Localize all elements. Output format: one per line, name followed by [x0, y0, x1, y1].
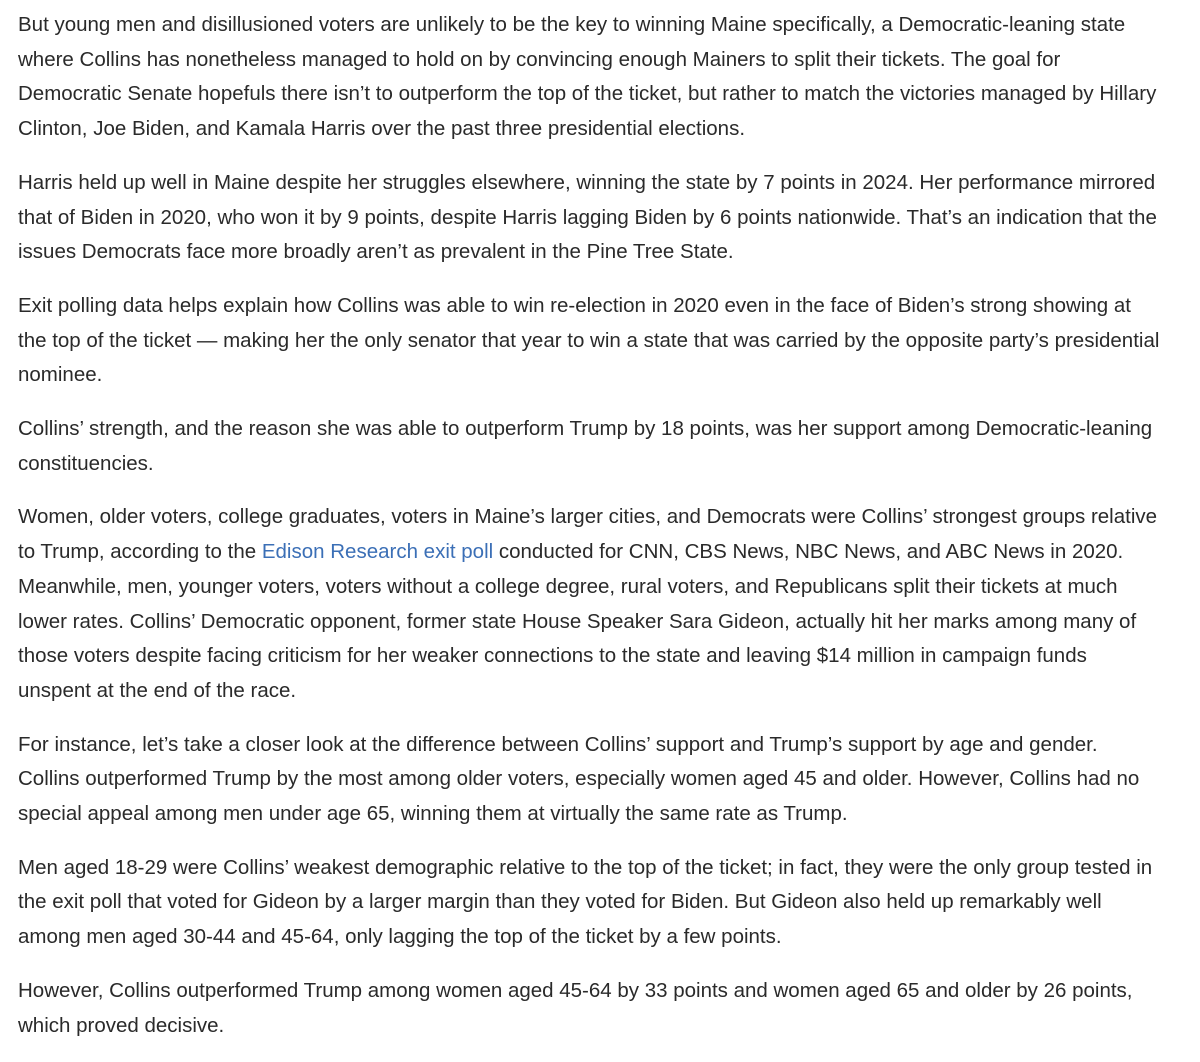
paragraph-5: [18, 500, 1160, 708]
paragraph-5-text-before-link: Women, older voters, college graduates, voters in Maine’s larger cities, and Democrats were Collins’ strongest groups relative to Trump, according to the: [18, 505, 1158, 564]
paragraph-1: But young men and disillusioned voters are unlikely to be the key to winning Maine specifically, a Democratic-leaning state where Collins has nonetheless managed to hold on by convincing enough Mainers to split their tickets. The goal for Democratic Senate hopefuls there isn’t to outperform the top of the ticket, but rather to match the victories managed by Hillary Clinton, Joe Biden, and Kamala Harris over the past three presidential elections.: [18, 13, 1157, 141]
paragraph-3: Exit polling data helps explain how Collins was able to win re-election in 2020 even in the face of Biden’s strong showing at the top of the ticket — making her the only senator that year to win a state that was carried by the opposite party’s presidential nominee.: [18, 293, 1160, 387]
paragraph-8: However, Collins outperformed Trump among women aged 45-64 by 33 points and women aged 65 and older by 26 points, which proved decisive.: [18, 978, 1133, 1037]
paragraph-7: Men aged 18-29 were Collins’ weakest demographic relative to the top of the ticket; in fact, they were the only group tested in the exit poll that voted for Gideon by a larger margin than they voted for Biden. But Gideon also held up remarkably well among men aged 30-44 and 45-64, only lagging the top of the ticket by a few points.: [18, 855, 1153, 949]
paragraph-6: For instance, let’s take a closer look at the difference between Collins’ support and Trump’s support by age and gender. Collins outperformed Trump by the most among older voters, especially women aged 45 and older. However, Collins had no special appeal among men under age 65, winning them at virtually the same rate as Trump.: [18, 732, 1140, 826]
paragraph-5-text-after-link: conducted for CNN, CBS News, NBC News, and ABC News in 2020. Meanwhile, men, younger voters, voters without a college degree, rural voters, and Republicans split their tickets at much lower rates. Collins’ Democratic opponent, former state House Speaker Sara Gideon, actually hit her marks among many of those voters despite facing criticism for her weaker connections to the state and leaving $14 million in campaign funds unspent at the end of the race.: [18, 540, 1137, 702]
edison-research-exit-poll-link[interactable]: Edison Research exit poll: [261, 540, 494, 564]
paragraph-2: Harris held up well in Maine despite her struggles elsewhere, winning the state by 7 points in 2024. Her performance mirrored that of Biden in 2020, who won it by 9 points, despite Harris lagging Biden by 6 points nationwide. That’s an indication that the issues Democrats face more broadly aren’t as prevalent in the Pine Tree State.: [18, 170, 1157, 264]
paragraph-4: Collins’ strength, and the reason she was able to outperform Trump by 18 points, was her support among Democratic-leaning constituencies.: [18, 417, 1153, 475]
